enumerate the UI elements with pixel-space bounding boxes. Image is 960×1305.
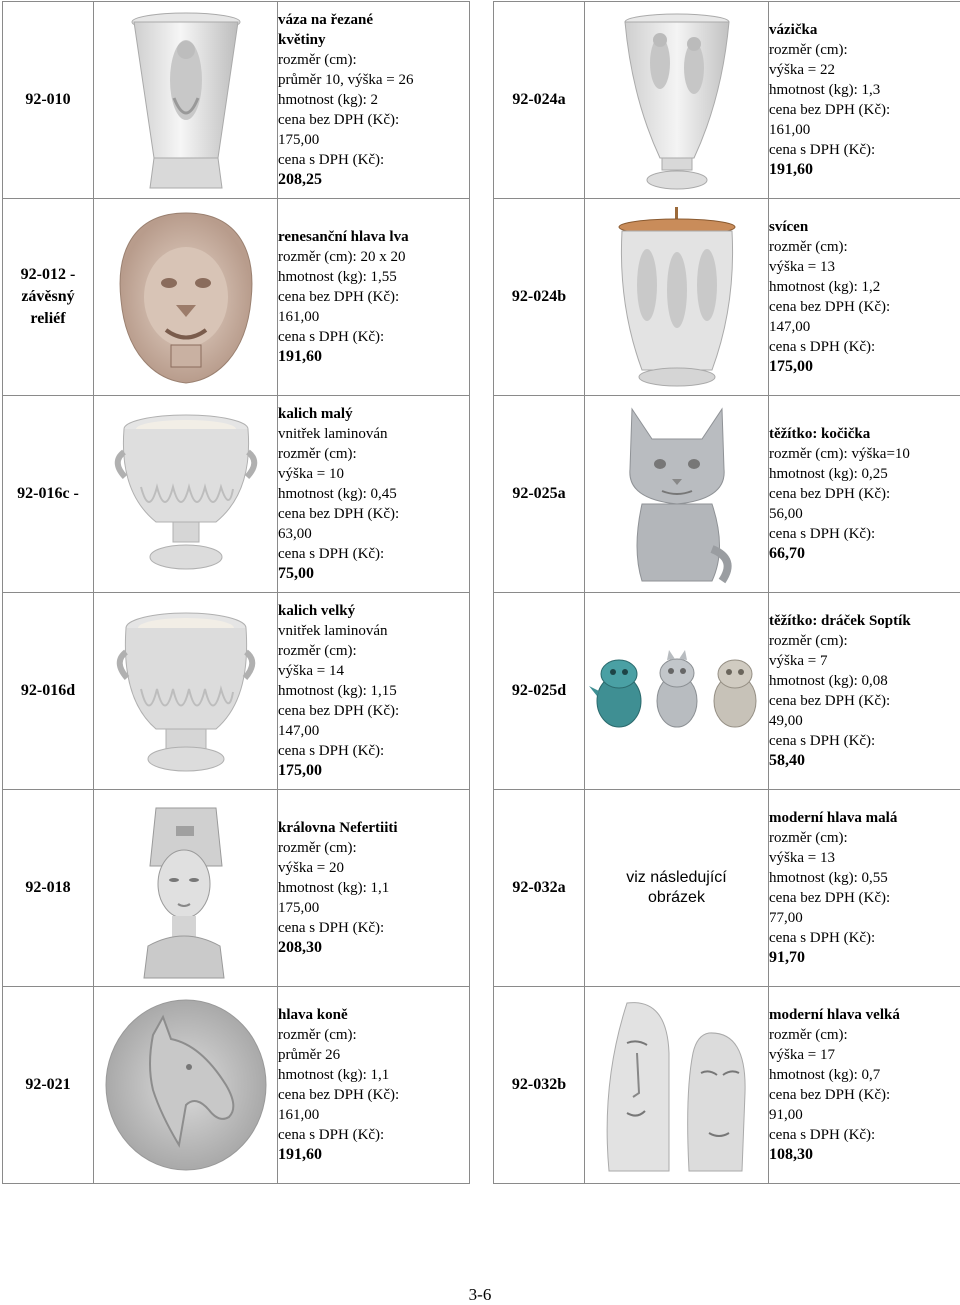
product-detail: hmotnost (kg): 0,45 (278, 484, 469, 504)
product-code-cell (494, 2, 585, 199)
product-code: 92-012 - (3, 264, 93, 286)
product-detail: cena bez DPH (Kč): (278, 110, 469, 130)
product-detail: cena bez DPH (Kč): (769, 888, 960, 908)
product-detail: hmotnost (kg): 0,08 (769, 671, 960, 691)
product-detail: rozměr (cm): (278, 50, 469, 70)
product-code-cell (3, 396, 94, 593)
product-detail: cena s DPH (Kč): (278, 1125, 469, 1145)
modern-heads-image (585, 993, 768, 1178)
product-code: 92-010 (3, 89, 93, 111)
product-code: 92-025a (494, 483, 584, 505)
left-product-row (3, 2, 470, 199)
product-detail: cena bez DPH (Kč): (278, 504, 469, 524)
product-code: 92-032b (494, 1074, 584, 1096)
product-code: 92-016c - (3, 483, 93, 505)
product-info-cell (769, 987, 960, 1184)
product-detail: vnitřek laminován (278, 621, 469, 641)
product-detail: výška = 7 (769, 651, 960, 671)
product-title: moderní hlava malá (769, 808, 960, 828)
product-detail: cena s DPH (Kč): (769, 524, 960, 544)
price-with-vat: 191,60 (278, 347, 469, 367)
product-code-cell (494, 790, 585, 987)
product-image-cell (585, 2, 769, 199)
left-product-row (3, 199, 470, 396)
product-detail: hmotnost (kg): 1,1 (278, 878, 469, 898)
product-detail: rozměr (cm): (769, 828, 960, 848)
product-info-cell (278, 790, 470, 987)
product-detail: vnitřek laminován (278, 424, 469, 444)
product-code-cell (494, 396, 585, 593)
product-detail: cena bez DPH (Kč): (278, 1085, 469, 1105)
horse-head-relief-image (94, 995, 277, 1175)
product-code: 92-024b (494, 286, 584, 308)
product-detail: rozměr (cm): (278, 838, 469, 858)
product-detail: rozměr (cm): (278, 641, 469, 661)
image-note (585, 868, 768, 908)
product-detail: rozměr (cm): (278, 444, 469, 464)
product-image-cell (585, 987, 769, 1184)
product-code: reliéf (3, 308, 93, 330)
product-detail: 56,00 (769, 504, 960, 524)
product-image-cell (94, 593, 278, 790)
product-code: 92-024a (494, 89, 584, 111)
product-title: královna Nefertiiti (278, 818, 469, 838)
product-detail: průměr 26 (278, 1045, 469, 1065)
price-with-vat: 191,60 (769, 160, 960, 180)
product-code-cell (3, 790, 94, 987)
product-detail: 175,00 (278, 130, 469, 150)
product-detail: cena bez DPH (Kč): (769, 100, 960, 120)
product-detail: výška = 17 (769, 1045, 960, 1065)
right-product-row (494, 199, 960, 396)
price-with-vat: 75,00 (278, 564, 469, 584)
product-detail: 63,00 (278, 524, 469, 544)
product-detail: výška = 10 (278, 464, 469, 484)
product-image-cell (94, 396, 278, 593)
product-detail: rozměr (cm): výška=10 (769, 444, 960, 464)
product-image-cell (94, 199, 278, 396)
product-info-cell (769, 790, 960, 987)
product-detail: cena bez DPH (Kč): (769, 691, 960, 711)
left-product-row (3, 396, 470, 593)
product-detail: 147,00 (769, 317, 960, 337)
product-detail: cena s DPH (Kč): (278, 150, 469, 170)
product-detail: hmotnost (kg): 1,55 (278, 267, 469, 287)
product-detail: cena bez DPH (Kč): (769, 297, 960, 317)
product-title: váza na řezané (278, 10, 469, 30)
lion-head-relief-image (94, 205, 277, 390)
product-detail: rozměr (cm): (769, 631, 960, 651)
product-detail: hmotnost (kg): 1,1 (278, 1065, 469, 1085)
product-code: 92-032a (494, 877, 584, 899)
product-detail: 161,00 (278, 1105, 469, 1125)
product-detail: výška = 13 (769, 848, 960, 868)
product-detail: cena s DPH (Kč): (769, 337, 960, 357)
product-detail: 91,00 (769, 1105, 960, 1125)
product-detail: cena s DPH (Kč): (769, 1125, 960, 1145)
product-detail: 147,00 (278, 721, 469, 741)
product-image-cell (585, 593, 769, 790)
candle-holder-image (585, 205, 768, 390)
product-detail: hmotnost (kg): 0,25 (769, 464, 960, 484)
right-product-table (493, 1, 960, 1184)
product-info-cell (278, 199, 470, 396)
product-code-cell (494, 199, 585, 396)
product-detail: cena bez DPH (Kč): (278, 287, 469, 307)
page-number: 3-6 (0, 1285, 960, 1305)
product-detail: 49,00 (769, 711, 960, 731)
product-image-cell (94, 790, 278, 987)
right-product-row (494, 396, 960, 593)
product-detail: výška = 14 (278, 661, 469, 681)
price-with-vat: 91,70 (769, 948, 960, 968)
price-with-vat: 175,00 (278, 761, 469, 781)
product-detail: cena bez DPH (Kč): (278, 701, 469, 721)
product-title: těžítko: dráček Soptík (769, 611, 960, 631)
product-code: 92-018 (3, 877, 93, 899)
left-product-row (3, 987, 470, 1184)
product-detail: hmotnost (kg): 1,3 (769, 80, 960, 100)
small-chalice-pot-image (94, 407, 277, 582)
vase-with-relief-image (94, 8, 277, 193)
left-product-table (2, 1, 470, 1184)
product-detail: cena s DPH (Kč): (278, 327, 469, 347)
product-detail: rozměr (cm): (278, 1025, 469, 1045)
product-detail: průměr 10, výška = 26 (278, 70, 469, 90)
product-title: hlava koně (278, 1005, 469, 1025)
product-title: květiny (278, 30, 469, 50)
product-detail: 161,00 (278, 307, 469, 327)
product-detail: cena s DPH (Kč): (769, 140, 960, 160)
product-detail: hmotnost (kg): 2 (278, 90, 469, 110)
product-info-cell (769, 593, 960, 790)
left-product-row (3, 593, 470, 790)
price-with-vat: 66,70 (769, 544, 960, 564)
product-title: svícen (769, 217, 960, 237)
product-detail: rozměr (cm): (769, 40, 960, 60)
product-detail: cena s DPH (Kč): (769, 928, 960, 948)
product-title: kalich velký (278, 601, 469, 621)
product-title: těžítko: kočička (769, 424, 960, 444)
product-info-cell (278, 396, 470, 593)
product-info-cell (769, 199, 960, 396)
image-note-line: obrázek (585, 888, 768, 908)
product-detail: rozměr (cm): (769, 237, 960, 257)
product-info-cell (278, 2, 470, 199)
product-detail: hmotnost (kg): 1,2 (769, 277, 960, 297)
right-product-row (494, 790, 960, 987)
product-detail: cena s DPH (Kč): (278, 741, 469, 761)
product-title: moderní hlava velká (769, 1005, 960, 1025)
price-with-vat: 191,60 (278, 1145, 469, 1165)
price-with-vat: 208,25 (278, 170, 469, 190)
product-title: kalich malý (278, 404, 469, 424)
product-code-cell (3, 593, 94, 790)
product-info-cell (278, 987, 470, 1184)
product-code: 92-025d (494, 680, 584, 702)
product-title: renesanční hlava lva (278, 227, 469, 247)
product-detail: výška = 13 (769, 257, 960, 277)
price-with-vat: 58,40 (769, 751, 960, 771)
image-note-line: viz následující (585, 868, 768, 888)
product-info-cell (278, 593, 470, 790)
large-chalice-pot-image (94, 604, 277, 779)
product-detail: 175,00 (278, 898, 469, 918)
product-detail: rozměr (cm): (769, 1025, 960, 1045)
product-detail: hmotnost (kg): 0,7 (769, 1065, 960, 1085)
product-detail: cena s DPH (Kč): (769, 731, 960, 751)
product-detail: cena s DPH (Kč): (278, 918, 469, 938)
product-image-cell (585, 199, 769, 396)
product-detail: hmotnost (kg): 1,15 (278, 681, 469, 701)
cat-paperweight-image (585, 399, 768, 589)
price-with-vat: 175,00 (769, 357, 960, 377)
product-code-cell (3, 199, 94, 396)
dragon-paperweights-image (585, 646, 768, 736)
right-product-row (494, 987, 960, 1184)
product-detail: 77,00 (769, 908, 960, 928)
product-detail: hmotnost (kg): 0,55 (769, 868, 960, 888)
product-image-cell (94, 987, 278, 1184)
price-with-vat: 108,30 (769, 1145, 960, 1165)
product-code-cell (494, 987, 585, 1184)
product-info-cell (769, 2, 960, 199)
product-detail: cena bez DPH (Kč): (769, 484, 960, 504)
right-product-row (494, 593, 960, 790)
product-detail: výška = 22 (769, 60, 960, 80)
left-product-row (3, 790, 470, 987)
product-detail: cena s DPH (Kč): (278, 544, 469, 564)
product-detail: cena bez DPH (Kč): (769, 1085, 960, 1105)
product-detail: výška = 20 (278, 858, 469, 878)
product-image-cell (585, 396, 769, 593)
product-image-cell (94, 2, 278, 199)
product-code-cell (3, 987, 94, 1184)
price-with-vat: 208,30 (278, 938, 469, 958)
right-product-row (494, 2, 960, 199)
product-detail: rozměr (cm): 20 x 20 (278, 247, 469, 267)
nefertiti-bust-image (94, 796, 277, 981)
product-image-cell (585, 790, 769, 987)
product-code: 92-021 (3, 1074, 93, 1096)
product-title: vázička (769, 20, 960, 40)
small-vase-figures-image (585, 8, 768, 193)
product-code: závěsný (3, 286, 93, 308)
product-code-cell (494, 593, 585, 790)
product-info-cell (769, 396, 960, 593)
product-detail: 161,00 (769, 120, 960, 140)
product-code: 92-016d (3, 680, 93, 702)
product-code-cell (3, 2, 94, 199)
